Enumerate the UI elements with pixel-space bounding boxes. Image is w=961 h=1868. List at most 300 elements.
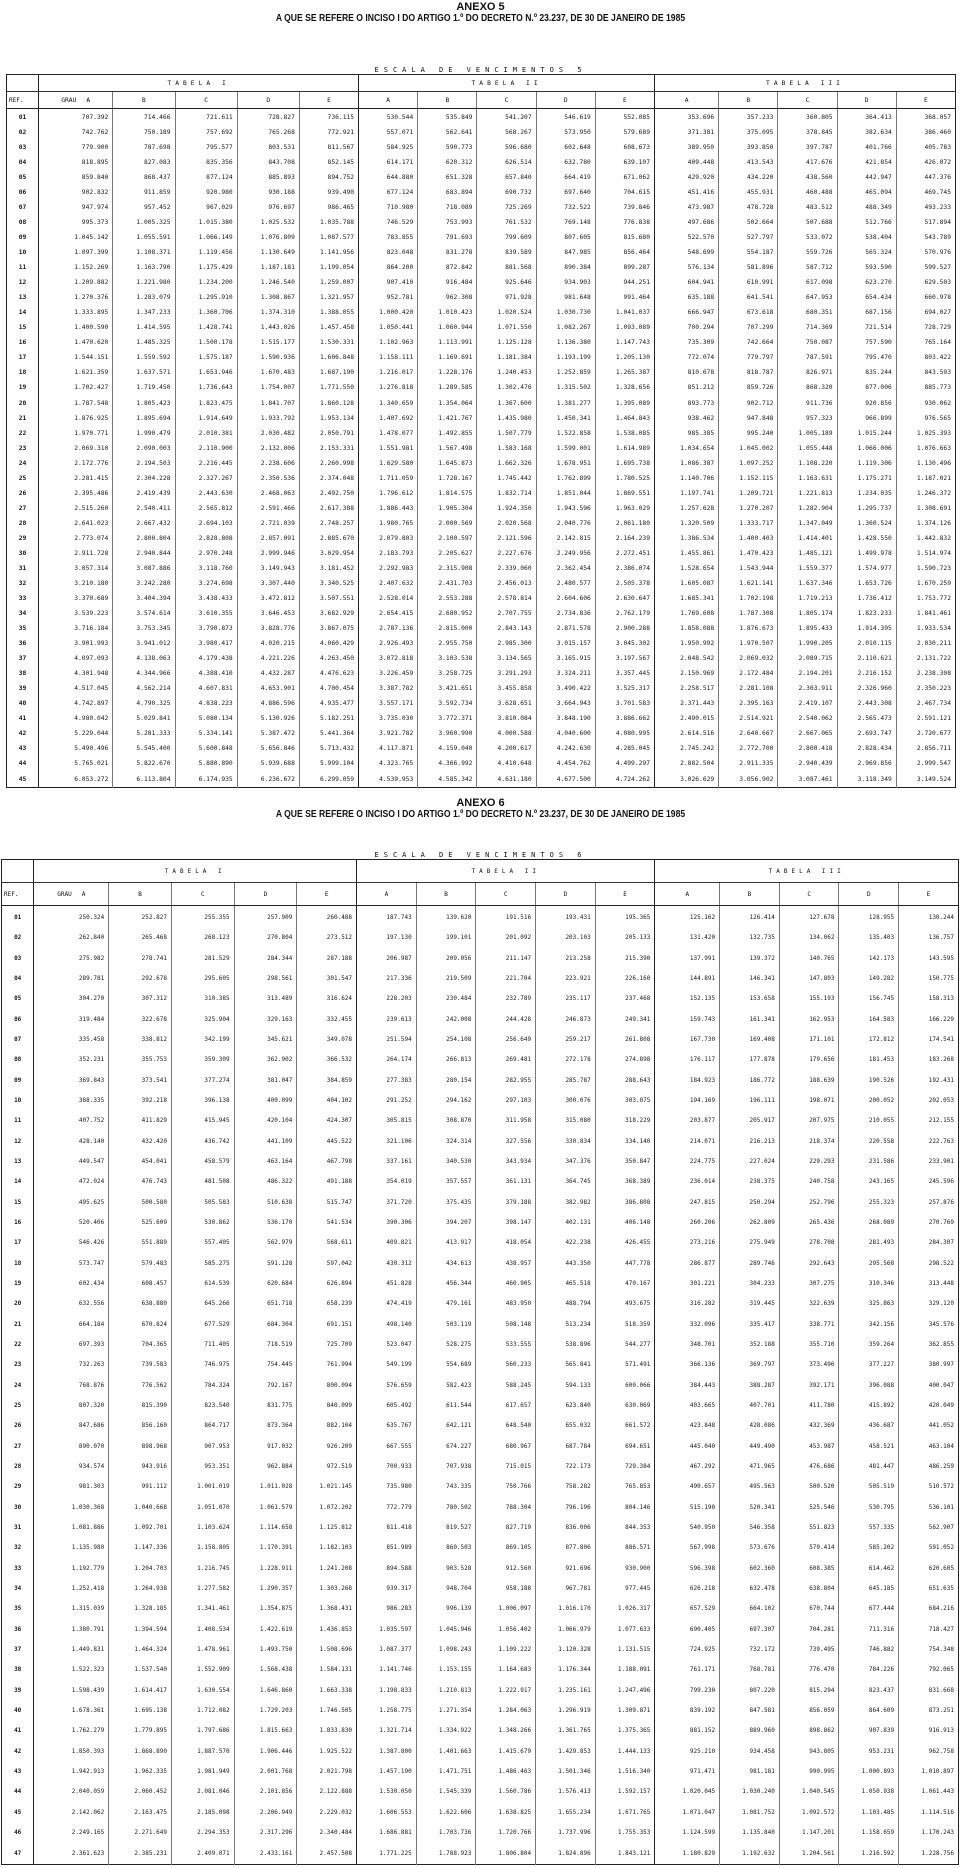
salary-cell: 2.654.415 xyxy=(359,606,418,621)
salary-cell: 338.771 xyxy=(779,1314,839,1334)
salary-cell: 1.719.213 xyxy=(778,591,837,606)
salary-cell: 807.605 xyxy=(536,230,595,245)
salary-cell: 1.130.649 xyxy=(237,245,299,260)
ref-cell: 41 xyxy=(2,1721,34,1741)
salary-cell: 5.822.670 xyxy=(113,756,175,771)
salary-cell: 2.150.969 xyxy=(655,666,719,681)
salary-cell: 664.102 xyxy=(720,1599,780,1619)
salary-cell: 1.197.741 xyxy=(655,486,719,501)
salary-cell: 2.163.475 xyxy=(109,1802,172,1822)
salary-cell: 885.773 xyxy=(896,380,955,395)
salary-cell: 240.758 xyxy=(779,1172,839,1192)
salary-cell: 1.180.829 xyxy=(655,1843,720,1865)
salary-cell: 533.555 xyxy=(476,1334,536,1354)
salary-cell: 3.664.943 xyxy=(536,696,595,711)
salary-cell: 1.108.371 xyxy=(113,245,175,260)
salary-cell: 626.894 xyxy=(297,1273,357,1293)
salary-cell: 3.370.689 xyxy=(39,591,113,606)
salary-cell: 565.324 xyxy=(837,245,896,260)
salary-cell: 364.745 xyxy=(536,1172,596,1192)
salary-cell: 971.471 xyxy=(655,1761,720,1781)
salary-cell: 1.943.596 xyxy=(536,501,595,516)
salary-cell: 847.686 xyxy=(34,1416,109,1436)
salary-cell: 377.227 xyxy=(839,1355,899,1375)
salary-cell: 411.780 xyxy=(779,1395,839,1415)
salary-cell: 6.236.672 xyxy=(237,771,299,787)
salary-cell: 2.061.180 xyxy=(595,516,654,531)
salary-cell: 139.372 xyxy=(720,948,780,968)
salary-cell: 2.787.136 xyxy=(359,621,418,636)
salary-cell: 2.999.547 xyxy=(896,756,955,771)
salary-cell: 1.066.006 xyxy=(837,441,896,456)
salary-cell: 860.503 xyxy=(416,1538,476,1558)
salary-cell: 579.483 xyxy=(109,1253,172,1273)
salary-cell: 1.140.706 xyxy=(655,471,719,486)
salary-cell: 1.040.668 xyxy=(109,1497,172,1517)
salary-cell: 1.125.128 xyxy=(477,335,536,350)
ref-cell: 39 xyxy=(2,1680,34,1700)
table-row xyxy=(7,471,956,486)
ref-cell: 11 xyxy=(2,1111,34,1131)
salary-cell: 783.855 xyxy=(359,230,418,245)
salary-cell: 2.721.039 xyxy=(237,516,299,531)
salary-cell: 1.221.813 xyxy=(778,486,837,501)
salary-cell: 976.565 xyxy=(896,411,955,426)
salary-cell: 1.152.115 xyxy=(719,471,778,486)
salary-cell: 724.925 xyxy=(655,1639,720,1659)
table-row xyxy=(7,335,956,350)
salary-cell: 1.119.456 xyxy=(175,245,237,260)
salary-cell: 1.192.632 xyxy=(720,1843,780,1865)
salary-cell: 396.138 xyxy=(171,1090,234,1110)
salary-cell: 1.246.372 xyxy=(896,486,955,501)
table-row xyxy=(2,1822,959,1842)
salary-cell: 1.011.028 xyxy=(234,1477,297,1497)
column-header: A xyxy=(359,92,418,109)
salary-cell: 552.085 xyxy=(595,109,654,125)
ref-cell: 32 xyxy=(7,576,39,591)
salary-cell: 1.228.756 xyxy=(899,1843,959,1865)
salary-cell: 205.133 xyxy=(595,928,655,948)
salary-cell: 2.089.715 xyxy=(778,651,837,666)
salary-cell: 1.621.141 xyxy=(719,576,778,591)
salary-cell: 1.429.853 xyxy=(536,1741,596,1761)
salary-cell: 1.963.029 xyxy=(595,501,654,516)
salary-cell: 1.125.812 xyxy=(297,1517,357,1537)
salary-cell: 352.231 xyxy=(34,1050,109,1070)
salary-cell: 1.464.324 xyxy=(109,1639,172,1659)
salary-cell: 315.080 xyxy=(536,1111,596,1131)
salary-cell: 859.840 xyxy=(39,170,113,185)
salary-cell: 291.252 xyxy=(357,1090,417,1110)
ref-cell: 38 xyxy=(7,666,39,681)
salary-cell: 584.925 xyxy=(359,140,418,155)
annex6-subtitle: A QUE SE REFERE O INCISO I DO ARTIGO 1.º DO DECRETO N.º 23.237, DE 30 DE JANEIRO DE 1985 xyxy=(275,809,686,820)
salary-cell: 1.478.961 xyxy=(171,1639,234,1659)
salary-cell: 270.804 xyxy=(234,928,297,948)
salary-cell: 5.490.496 xyxy=(39,741,113,756)
salary-cell: 1.235.161 xyxy=(536,1680,596,1700)
salary-cell: 1.295.910 xyxy=(175,290,237,305)
salary-cell: 265.436 xyxy=(779,1212,839,1232)
salary-cell: 2.292.983 xyxy=(359,561,418,576)
salary-cell: 898.968 xyxy=(109,1436,172,1456)
salary-cell: 1.771.225 xyxy=(357,1843,417,1865)
salary-cell: 2.707.755 xyxy=(477,606,536,621)
salary-cell: 765.164 xyxy=(896,335,955,350)
salary-cell: 1.041.037 xyxy=(595,305,654,320)
salary-cell: 1.015.244 xyxy=(837,426,896,441)
ref-cell: 36 xyxy=(2,1619,34,1639)
salary-cell: 2.565.473 xyxy=(837,711,896,726)
salary-cell: 3.015.157 xyxy=(536,636,595,651)
salary-cell: 1.098.243 xyxy=(416,1639,476,1659)
salary-cell: 718.427 xyxy=(899,1619,959,1639)
salary-cell: 620.684 xyxy=(234,1273,297,1293)
salary-cell: 295.605 xyxy=(171,968,234,988)
salary-cell: 898.862 xyxy=(779,1721,839,1741)
salary-cell: 839.192 xyxy=(655,1700,720,1720)
salary-cell: 386.460 xyxy=(896,125,955,140)
salary-cell: 1.216.745 xyxy=(171,1558,234,1578)
salary-cell: 298.561 xyxy=(234,968,297,988)
ref-cell: 09 xyxy=(7,230,39,245)
salary-cell: 403.665 xyxy=(655,1395,720,1415)
salary-cell: 856.160 xyxy=(109,1416,172,1436)
salary-cell: 1.234.200 xyxy=(175,275,237,290)
salary-cell: 934.458 xyxy=(720,1741,780,1761)
ref-cell: 27 xyxy=(2,1436,34,1456)
salary-cell: 203.877 xyxy=(655,1111,720,1131)
salary-cell: 1.103.624 xyxy=(171,1517,234,1537)
salary-cell: 856.059 xyxy=(779,1700,839,1720)
salary-cell: 197.130 xyxy=(357,928,417,948)
salary-cell: 670.824 xyxy=(109,1314,172,1334)
salary-cell: 877.006 xyxy=(837,380,896,395)
salary-cell: 4.539.953 xyxy=(359,771,418,787)
salary-cell: 761.532 xyxy=(477,215,536,230)
salary-cell: 244.428 xyxy=(476,1009,536,1029)
salary-cell: 1.198.833 xyxy=(357,1680,417,1700)
salary-cell: 3.026.629 xyxy=(655,771,719,787)
salary-cell: 3.357.445 xyxy=(595,666,654,681)
salary-cell: 2.294.353 xyxy=(171,1822,234,1842)
salary-cell: 1.147.743 xyxy=(595,335,654,350)
ref-cell: 13 xyxy=(2,1151,34,1171)
salary-cell: 620.312 xyxy=(418,155,477,170)
salary-cell: 818.895 xyxy=(39,155,113,170)
annex5-scale-title: ESCALA DE VENCIMENTOS 5 xyxy=(374,66,587,74)
salary-cell: 996.139 xyxy=(416,1599,476,1619)
ref-cell: 08 xyxy=(2,1050,34,1070)
salary-cell: 1.334.922 xyxy=(416,1721,476,1741)
salary-cell: 3.029.954 xyxy=(299,546,358,561)
salary-cell: 3.134.565 xyxy=(477,651,536,666)
salary-cell: 230.484 xyxy=(416,989,476,1009)
table-row xyxy=(2,1456,959,1476)
salary-cell: 549.199 xyxy=(357,1355,417,1375)
salary-cell: 357.233 xyxy=(719,109,778,125)
salary-cell: 1.092.572 xyxy=(779,1802,839,1822)
ref-header-blank xyxy=(7,75,39,92)
salary-cell: 389.950 xyxy=(655,140,719,155)
salary-cell: 2.121.596 xyxy=(477,531,536,546)
salary-cell: 1.020.045 xyxy=(655,1782,720,1802)
salary-cell: 557.071 xyxy=(359,125,418,140)
salary-cell: 6.113.804 xyxy=(113,771,175,787)
salary-cell: 568.267 xyxy=(477,125,536,140)
salary-cell: 239.613 xyxy=(357,1009,417,1029)
ref-cell: 18 xyxy=(2,1253,34,1273)
salary-cell: 623.270 xyxy=(837,275,896,290)
salary-cell: 3.646.453 xyxy=(237,606,299,621)
salary-cell: 772.779 xyxy=(357,1497,417,1517)
salary-cell: 3.867.075 xyxy=(299,621,358,636)
salary-cell: 864.200 xyxy=(359,260,418,275)
salary-cell: 567.998 xyxy=(655,1538,720,1558)
salary-cell: 132.735 xyxy=(720,928,780,948)
salary-cell: 819.527 xyxy=(416,1517,476,1537)
table-row xyxy=(2,1212,959,1232)
salary-cell: 1.158.111 xyxy=(359,350,418,365)
salary-cell: 3.753.345 xyxy=(113,621,175,636)
salary-cell: 409.821 xyxy=(357,1233,417,1253)
salary-cell: 704.615 xyxy=(595,185,654,200)
salary-cell: 1.400.403 xyxy=(719,531,778,546)
salary-cell: 2.911.335 xyxy=(719,756,778,771)
salary-cell: 1.637.571 xyxy=(113,365,175,380)
salary-cell: 546.358 xyxy=(720,1517,780,1537)
ref-cell: 23 xyxy=(2,1355,34,1375)
salary-cell: 3.980.417 xyxy=(175,636,237,651)
salary-cell: 488.794 xyxy=(536,1294,596,1314)
salary-cell: 158.313 xyxy=(899,989,959,1009)
salary-cell: 1.662.326 xyxy=(477,456,536,471)
salary-cell: 270.769 xyxy=(899,1212,959,1232)
salary-cell: 1.252.418 xyxy=(34,1578,109,1598)
salary-cell: 907.839 xyxy=(839,1721,899,1741)
salary-cell: 721.514 xyxy=(837,320,896,335)
salary-cell: 1.933.792 xyxy=(237,411,299,426)
salary-cell: 823.048 xyxy=(359,245,418,260)
salary-cell: 1.568.438 xyxy=(234,1660,297,1680)
salary-cell: 1.252.859 xyxy=(536,365,595,380)
salary-cell: 407.701 xyxy=(720,1395,780,1415)
ref-cell: 29 xyxy=(7,531,39,546)
salary-cell: 5.334.141 xyxy=(175,726,237,741)
salary-cell: 407.752 xyxy=(34,1111,109,1131)
salary-cell: 1.395.089 xyxy=(595,396,654,411)
salary-cell: 1.199.054 xyxy=(299,260,358,275)
salary-cell: 671.062 xyxy=(595,170,654,185)
salary-cell: 137.991 xyxy=(655,948,720,968)
salary-cell: 957.452 xyxy=(113,200,175,215)
column-letter: A xyxy=(86,96,91,104)
salary-cell: 920.980 xyxy=(175,185,237,200)
salary-cell: 864.609 xyxy=(839,1700,899,1720)
salary-cell: 939.490 xyxy=(299,185,358,200)
salary-cell: 739.495 xyxy=(779,1639,839,1659)
salary-cell: 986.465 xyxy=(299,200,358,215)
salary-cell: 254.108 xyxy=(416,1029,476,1049)
table-row xyxy=(7,215,956,230)
salary-cell: 3.438.433 xyxy=(175,591,237,606)
salary-cell: 4.138.063 xyxy=(113,651,175,666)
salary-cell: 1.295.737 xyxy=(837,501,896,516)
salary-cell: 449.490 xyxy=(720,1436,780,1456)
salary-cell: 1.780.525 xyxy=(595,471,654,486)
column-header: E xyxy=(595,92,654,109)
salary-cell: 1.712.082 xyxy=(171,1700,234,1720)
salary-cell: 368.057 xyxy=(896,109,955,125)
salary-cell: 1.354.875 xyxy=(234,1599,297,1619)
salary-cell: 938.462 xyxy=(655,411,719,426)
salary-cell: 1.671.765 xyxy=(595,1802,655,1822)
salary-cell: 481.447 xyxy=(839,1456,899,1476)
salary-cell: 260.206 xyxy=(655,1212,720,1232)
salary-cell: 818.787 xyxy=(719,365,778,380)
salary-cell: 1.347.233 xyxy=(113,305,175,320)
ref-cell: 05 xyxy=(7,170,39,185)
salary-cell: 255.323 xyxy=(839,1192,899,1212)
salary-cell: 156.745 xyxy=(839,989,899,1009)
salary-cell: 186.772 xyxy=(720,1070,780,1090)
salary-cell: 193.431 xyxy=(536,906,596,928)
salary-cell: 1.114.658 xyxy=(234,1517,297,1537)
salary-cell: 565.841 xyxy=(536,1355,596,1375)
salary-cell: 275.949 xyxy=(720,1233,780,1253)
table-row xyxy=(7,591,956,606)
salary-cell: 401.766 xyxy=(837,140,896,155)
salary-cell: 1.606.848 xyxy=(299,350,358,365)
table-row xyxy=(2,1843,959,1865)
ref-cell: 21 xyxy=(7,411,39,426)
salary-cell: 1.942.913 xyxy=(34,1761,109,1781)
salary-cell: 171.101 xyxy=(779,1029,839,1049)
salary-cell: 1.686.881 xyxy=(357,1822,417,1842)
salary-cell: 438.560 xyxy=(778,170,837,185)
salary-cell: 265.468 xyxy=(109,928,172,948)
salary-cell: 1.333.895 xyxy=(39,305,113,320)
salary-cell: 4.838.223 xyxy=(175,696,237,711)
salary-cell: 340.530 xyxy=(416,1151,476,1171)
salary-cell: 680.967 xyxy=(476,1436,536,1456)
salary-cell: 1.071.047 xyxy=(655,1802,720,1822)
table-row xyxy=(2,1009,959,1029)
salary-cell: 1.630.554 xyxy=(171,1680,234,1700)
salary-cell: 130.244 xyxy=(899,906,959,928)
salary-cell: 5.545.400 xyxy=(113,741,175,756)
salary-cell: 2.745.242 xyxy=(655,741,719,756)
table-row xyxy=(2,989,959,1009)
salary-cell: 498.140 xyxy=(357,1314,417,1334)
salary-cell: 903.528 xyxy=(416,1558,476,1578)
salary-cell: 2.468.063 xyxy=(237,486,299,501)
salary-cell: 991.464 xyxy=(595,290,654,305)
salary-cell: 707.392 xyxy=(39,109,113,125)
salary-cell: 1.277.582 xyxy=(171,1578,234,1598)
salary-cell: 757.692 xyxy=(175,125,237,140)
salary-cell: 2.667.432 xyxy=(113,516,175,531)
salary-cell: 277.383 xyxy=(357,1070,417,1090)
salary-cell: 4.607.831 xyxy=(175,681,237,696)
ref-cell: 08 xyxy=(7,215,39,230)
ref-cell: 37 xyxy=(2,1639,34,1659)
salary-cell: 666.947 xyxy=(655,305,719,320)
salary-cell: 443.350 xyxy=(536,1253,596,1273)
salary-cell: 2.194.503 xyxy=(113,456,175,471)
salary-cell: 958.188 xyxy=(476,1578,536,1598)
salary-cell: 827.719 xyxy=(476,1517,536,1537)
salary-cell: 432.420 xyxy=(109,1131,172,1151)
salary-cell: 779.797 xyxy=(719,350,778,365)
salary-cell: 916.913 xyxy=(899,1721,959,1741)
salary-cell: 554.689 xyxy=(416,1355,476,1375)
salary-cell: 714.369 xyxy=(778,320,837,335)
salary-cell: 784.226 xyxy=(839,1660,899,1680)
salary-cell: 2.911.728 xyxy=(39,546,113,561)
salary-cell: 149.282 xyxy=(839,968,899,988)
salary-cell: 1.109.222 xyxy=(476,1639,536,1659)
salary-cell: 415.945 xyxy=(171,1111,234,1131)
salary-cell: 409.448 xyxy=(655,155,719,170)
salary-cell: 611.544 xyxy=(416,1395,476,1415)
salary-cell: 890.384 xyxy=(536,260,595,275)
salary-cell: 2.762.179 xyxy=(595,606,654,621)
salary-cell: 455.931 xyxy=(719,185,778,200)
salary-cell: 1.990.205 xyxy=(778,636,837,651)
salary-cell: 1.678.951 xyxy=(536,456,595,471)
salary-cell: 1.886.443 xyxy=(359,501,418,516)
salary-cell: 1.670.483 xyxy=(237,365,299,380)
salary-cell: 873.364 xyxy=(234,1416,297,1436)
table-row xyxy=(2,1782,959,1802)
table-row xyxy=(7,365,956,380)
salary-cell: 899.287 xyxy=(595,260,654,275)
salary-cell: 198.071 xyxy=(779,1090,839,1110)
salary-cell: 1.087.377 xyxy=(357,1639,417,1659)
salary-cell: 1.444.133 xyxy=(595,1741,655,1761)
salary-cell: 422.238 xyxy=(536,1233,596,1253)
salary-cell: 378.845 xyxy=(778,125,837,140)
salary-cell: 381.047 xyxy=(234,1070,297,1090)
salary-cell: 429.920 xyxy=(655,170,719,185)
salary-cell: 1.124.599 xyxy=(655,1822,720,1842)
salary-cell: 357.557 xyxy=(416,1172,476,1192)
salary-cell: 2.317.296 xyxy=(234,1822,297,1842)
salary-cell: 513.234 xyxy=(536,1314,596,1334)
salary-cell: 1.832.714 xyxy=(477,486,536,501)
salary-cell: 902.832 xyxy=(39,185,113,200)
salary-cell: 481.508 xyxy=(171,1172,234,1192)
salary-cell: 1.060.944 xyxy=(418,320,477,335)
ref-cell: 35 xyxy=(2,1599,34,1619)
salary-cell: 3.507.551 xyxy=(299,591,358,606)
salary-cell: 1.422.619 xyxy=(234,1619,297,1639)
table-row xyxy=(7,681,956,696)
ref-cell: 02 xyxy=(7,125,39,140)
salary-cell: 1.276.818 xyxy=(359,380,418,395)
salary-cell: 486.322 xyxy=(234,1172,297,1192)
table-row xyxy=(7,230,956,245)
salary-cell: 2.772.700 xyxy=(719,741,778,756)
salary-cell: 445.522 xyxy=(297,1131,357,1151)
ref-cell: 45 xyxy=(2,1802,34,1822)
salary-cell: 4.179.438 xyxy=(175,651,237,666)
annex5-title: ANEXO 5 xyxy=(456,1,505,13)
salary-cell: 1.614.989 xyxy=(595,441,654,456)
salary-cell: 1.388.055 xyxy=(299,305,358,320)
